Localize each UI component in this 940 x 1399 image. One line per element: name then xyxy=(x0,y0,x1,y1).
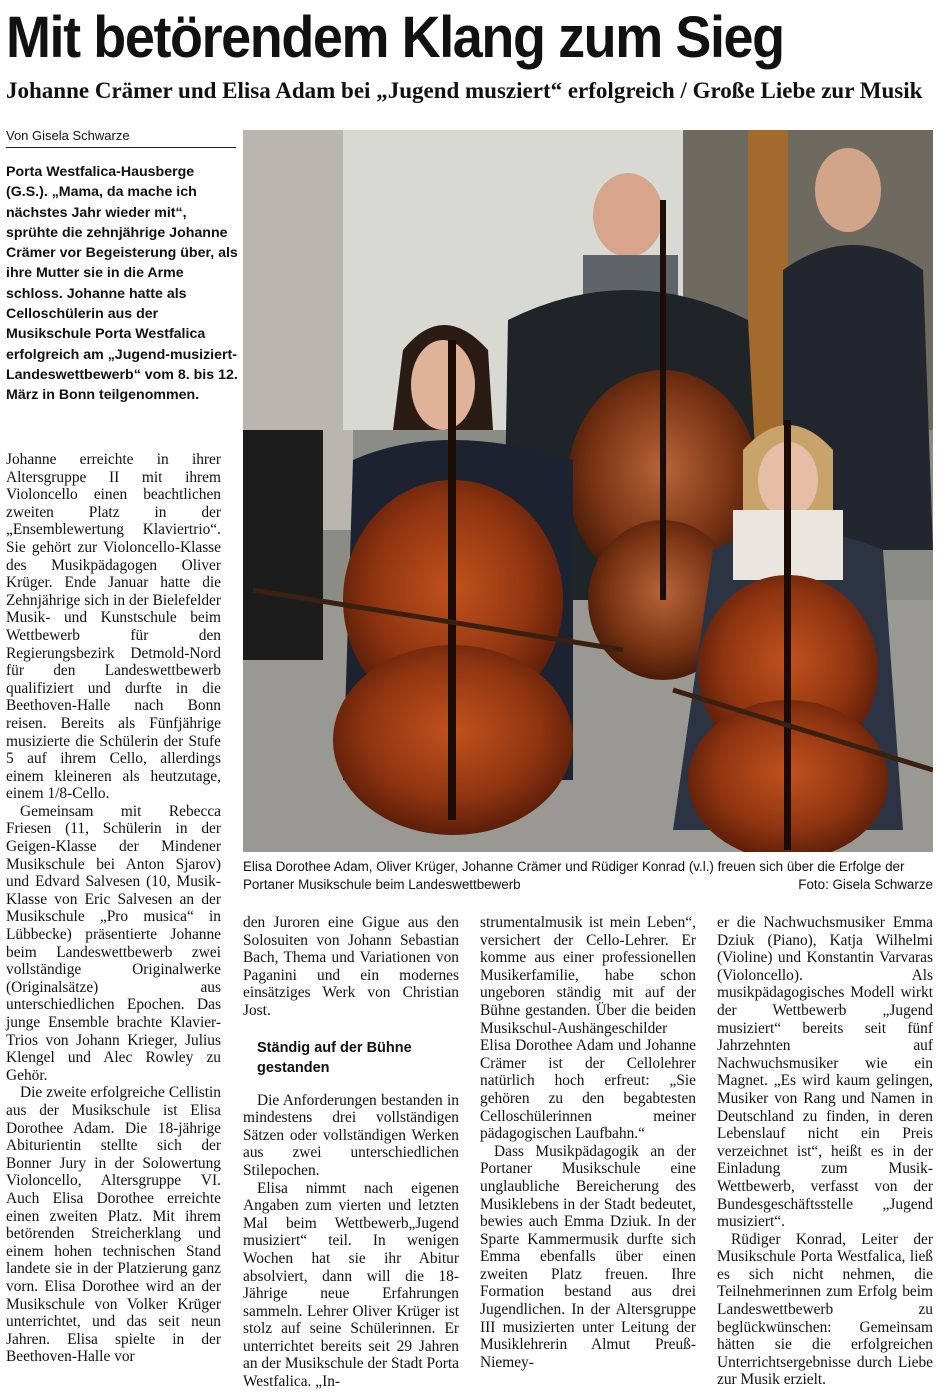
subheadline: Johanne Crämer und Elisa Adam bei „Jugend musziert“ erfolgreich / Große Liebe zur Musik xyxy=(6,78,923,103)
photo-credit: Foto: Gisela Schwarze xyxy=(798,877,933,892)
body-paragraph: Die Anforderungen bestanden in mindestens drei vollständigen Sätzen oder vollständigen Werken aus zwei unterschiedlichen Stilepochen. xyxy=(243,1091,459,1179)
article-photo xyxy=(243,130,933,852)
photo-caption xyxy=(243,858,933,894)
caption-text: Elisa Dorothee Adam, Oliver Krüger, Johanne Crämer und Rüdiger Konrad (v.l.) freuen sich über die Erfolge der Portaner Musikschule beim Landeswettbewerb xyxy=(243,859,905,892)
text-column-3 xyxy=(480,914,696,1371)
headline: Mit betörendem Klang zum Sieg xyxy=(6,5,784,70)
text-column-2 xyxy=(243,914,459,1391)
body-paragraph: Dass Musikpädagogik an der Portaner Musikschule eine unglaubliche Bereicherung des Musiklebens in der Stadt bedeutet, bewies auch Emma Dziuk. In der Sparte Kammermusik durfte sich Emma ebenfalls über einen zweiten Platz freuen. Ihre Formation bestand aus drei Jugendlichen. In der Altersgruppe III musizierten unter Leitung der Musiklehrerin Almut Preuß-Niemey- xyxy=(480,1142,696,1371)
body-paragraph: strumentalmusik ist mein Leben“, versichert der Cello-Lehrer. Er komme aus einer professionellen Musikerfamilie, habe schon ungeboren ständig mit auf der Bühne gestanden. Über die beiden Musikschul-Aushängeschilder Elisa Dorothee Adam und Johanne Crämer ist der Cellolehrer natürlich hoch erfreut: „Sie gehören zu den begabtesten Celloschülerinnen meiner pädagogischen Laufbahn.“ xyxy=(480,914,696,1143)
body-paragraph: Rüdiger Konrad, Leiter der Musikschule Porta Westfalica, ließ es sich nicht nehmen, die Teilnehmerinnen zum Erfolg beim Landeswettbewerb zu beglückwünschen: Gemeinsam hätten sie die erfolgreichen Unterrichtsergebnisse durch Liebe zur Musik erzielt. xyxy=(717,1230,933,1389)
author-byline: Von Gisela Schwarze xyxy=(6,128,130,143)
text-column-4 xyxy=(717,914,933,1389)
body-paragraph: Die zweite erfolgreiche Cellistin aus der Musikschule ist Elisa Dorothee Adam. Die 18-jährige Abiturientin stellte sich der Bonner Jury in der Solowertung Violoncello, Altersgruppe VI. Auch Elisa Dorothee erreichte einen zweiten Platz. Mit ihrem betörenden Streicherklang und einem hohen technischen Stand landete sie in der Platzierung ganz vorn. Elisa Dorothee wird an der Musikschule von Volker Krüger unterrichtet, und das seit neun Jahren. Elisa spielte in der Beethoven-Halle vor xyxy=(6,1084,221,1366)
body-paragraph: Elisa nimmt nach eigenen Angaben zum vierten und letzten Mal beim Wettbewerb„Jugend musiziert“ teil. In wenigen Wochen hat sie ihr Abitur absolviert, dann will die 18-Jährige neue Erfahrungen sammeln. Lehrer Oliver Krüger ist stolz auf seine Schülerinnen. Er unterrichtet bereits seit 29 Jahren an der Musikschule der Stadt Porta Westfalica. „In- xyxy=(243,1179,459,1391)
body-paragraph: er die Nachwuchsmusiker Emma Dziuk (Piano), Katja Wilhelmi (Violine) und Konstantin Varvaras (Violoncello). Als musikpädagogisches Modell wirkt der Wettbewerb „Jugend musiziert“ bereits seit fünf Jahrzehnten auf Nachwuchsmusiker wie ein Magnet. „Es wird kaum gelingen, Musiker von Rang und Namen in Deutschland zu finden, in deren Lebenslauf nicht ein Preis verzeichnet ist“, heißt es in der Einladung zum Musik-Wettbewerb, verfasst von der Bundesgeschäftsstelle „Jugend musiziert“. xyxy=(717,914,933,1231)
byline-rule xyxy=(6,147,236,148)
section-subheading: Ständig auf der Bühne gestanden xyxy=(257,1039,412,1076)
text-column-1 xyxy=(6,451,221,1366)
body-paragraph: den Juroren eine Gigue aus den Solosuiten von Johann Sebastian Bach, Thema und Variationen von Paganini und ein modernes einsätziges Werk von Christian Jost. xyxy=(243,914,459,1019)
body-paragraph: Gemeinsam mit Rebecca Friesen (11, Schülerin in der Geigen-Klasse der Mindener Musikschule bei Anton Sjarov) und Edvard Salvesen (10, Musik-Klasse von Eric Salvesen an der Musikschule „Pro musica“ in Lübbecke) präsentierte Johanne beim Landeswettbewerb zwei vollständige Originalwerke (Originalsätze) aus unterschiedlichen Epochen. Das junge Ensemble brachte Klavier-Trios von Johann Krieger, Julius Klengel und Alec Rowley zu Gehör. xyxy=(6,802,221,1084)
body-paragraph: Johanne erreichte in ihrer Altersgruppe II mit ihrem Violoncello einen beachtlichen zweiten Platz in der „Ensemblewertung Klaviertrio“. Sie gehört zur Violoncello-Klasse des Musikpädagogen Oliver Krüger. Ende Januar hatte die Zehnjährige sich in der Bielefelder Musik- und Kunstschule beim Wettbewerb für den Regierungsbezirk Detmold-Nord für den Landeswettbewerb qualifiziert und durfte in die Beethoven-Halle nach Bonn reisen. Bereits als Fünfjährige musizierte die Schülerin der Stufe 5 auf ihrem Cello, allerdings einem kleineren als heutzutage, einem 1/8-Cello. xyxy=(6,451,221,803)
lead-paragraph: Porta Westfalica-Hausberge (G.S.). „Mama, da mache ich nächstes Jahr wieder mit“, sprühte die zehnjährige Johanne Crämer vor Begeisterung über, als ihre Mutter sie in die Arme schloss. Johanne hatte als Celloschülerin aus der Musikschule Porta Westfalica erfolgreich am „Jugend-musiziert-Landeswettbewerb“ vom 8. bis 12. März in Bonn teilgenommen. xyxy=(6,164,238,404)
photo-cellists-image xyxy=(243,130,933,852)
